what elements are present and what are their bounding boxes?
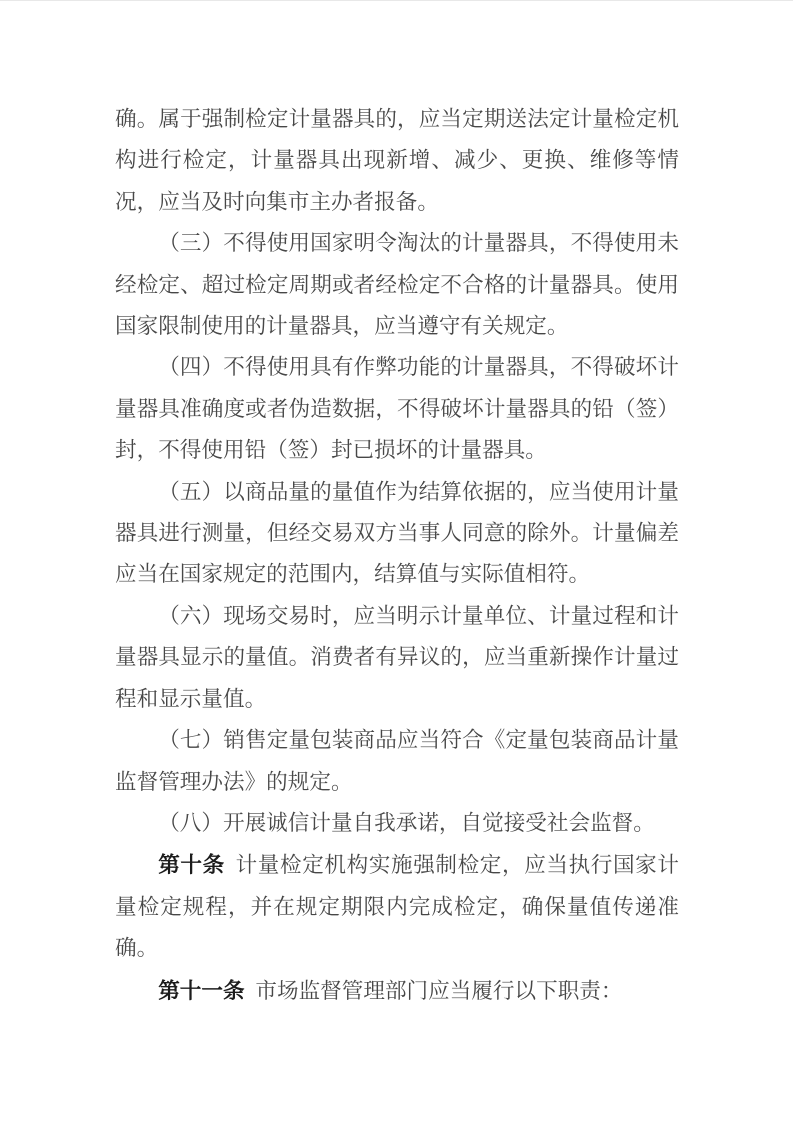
article-number: 第十一条 xyxy=(158,977,245,1003)
article-number: 第十条 xyxy=(158,852,225,878)
paragraph: 第十一条 市场监督管理部门应当履行以下职责： xyxy=(158,977,623,1003)
paragraph: （四）不得使用具有作弊功能的计量器具，不得破坏计量器具准确度或者伪造数据，不得破坏计量器具的铅（签）封，不得使用铅（签）封已损坏的计量器具。 xyxy=(115,355,679,463)
paragraph: （七）销售定量包装商品应当符合《定量包装商品计量监督管理办法》的规定。 xyxy=(115,728,679,794)
paragraph: （八）开展诚信计量自我承诺，自觉接受社会监督。 xyxy=(158,810,655,835)
paragraph: （五）以商品量的量值作为结算依据的，应当使用计量器具进行测量，但经交易双方当事人同意的除外。计量偏差应当在国家规定的范围内，结算值与实际值相符。 xyxy=(115,479,679,587)
document-body xyxy=(115,99,679,1012)
paragraph: （三）不得使用国家明令淘汰的计量器具，不得使用未经检定、超过检定周期或者经检定不合格的计量器具。使用国家限制使用的计量器具，应当遵守有关规定。 xyxy=(115,231,679,339)
paragraph: （六）现场交易时，应当明示计量单位、计量过程和计量器具显示的量值。消费者有异议的，应当重新操作计量过程和显示量值。 xyxy=(115,603,679,711)
paragraph: 第十条 计量检定机构实施强制检定，应当执行国家计量检定规程，并在规定期限内完成检定，确保量值传递准确。 xyxy=(115,852,679,961)
paragraph: 确。属于强制检定计量器具的，应当定期送法定计量检定机构进行检定，计量器具出现新增、减少、更换、维修等情况，应当及时向集市主办者报备。 xyxy=(115,107,679,214)
